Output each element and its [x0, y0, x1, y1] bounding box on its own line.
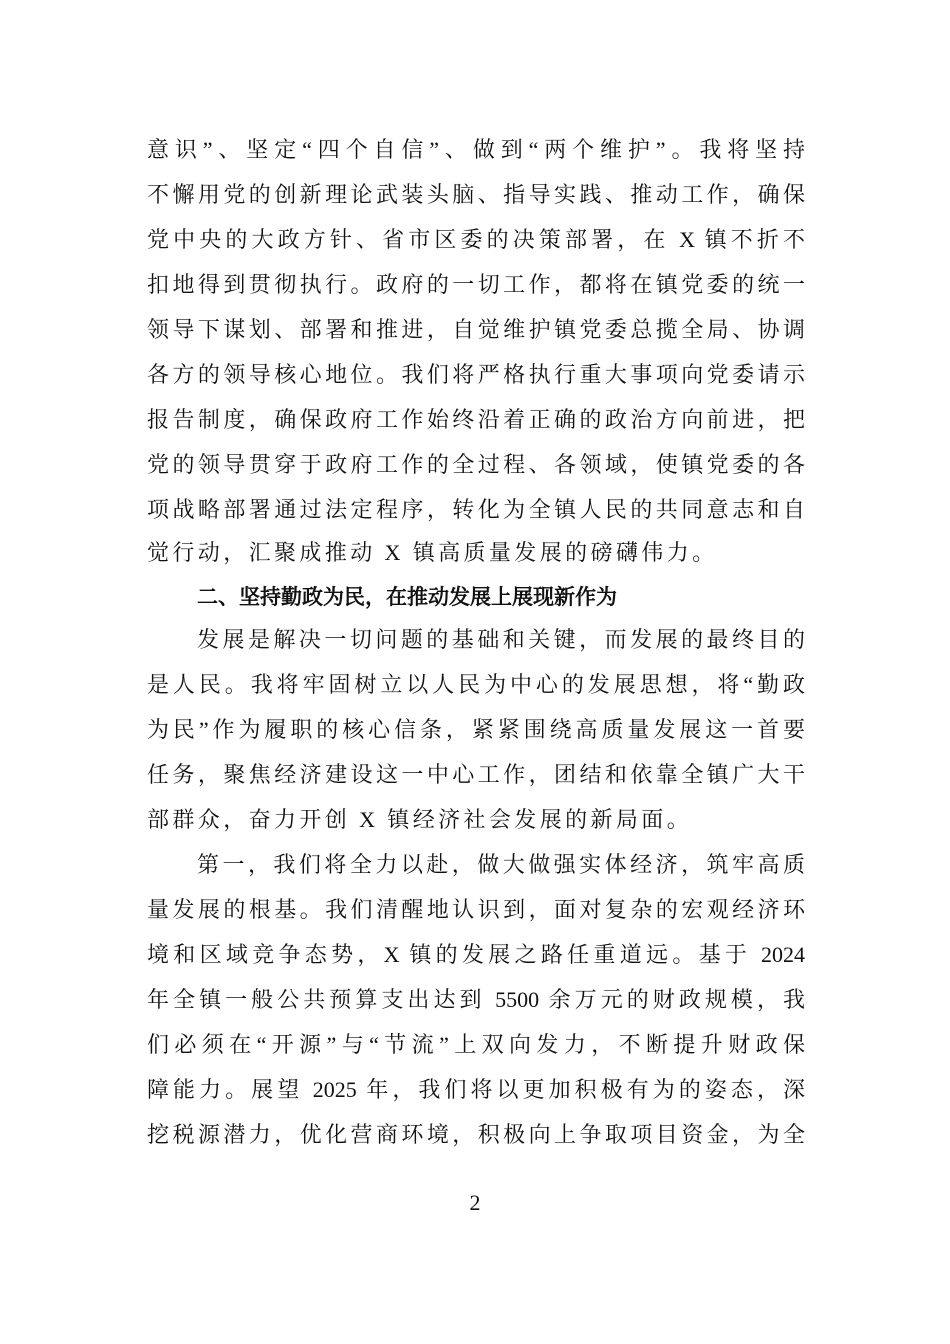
- text-line: 报告制度，确保政府工作始终沿着正确的政治方向前进，把: [147, 407, 805, 432]
- text-line: 障能力。展望 2025 年，我们将以更加积极有为的姿态，深: [147, 1077, 805, 1102]
- text-line: 量发展的根基。我们清醒地认识到，面对复杂的宏观经济环: [147, 897, 805, 922]
- text-line: 第一，我们将全力以赴，做大做强实体经济，筑牢高质: [197, 852, 805, 877]
- text-line: 挖税源潜力，优化营商环境，积极向上争取项目资金，为全: [147, 1122, 805, 1147]
- text-line: 各方的领导核心地位。我们将严格执行重大事项向党委请示: [147, 362, 805, 387]
- text-line: 不懈用党的创新理论武装头脑、指导实践、推动工作，确保: [147, 182, 805, 207]
- text-line: 是人民。我将牢固树立以人民为中心的发展思想，将“勤政: [147, 672, 805, 697]
- text-line: 觉行动，汇聚成推动 X 镇高质量发展的磅礴伟力。: [147, 540, 718, 565]
- section-heading: 二、坚持勤政为民，在推动发展上展现新作为: [197, 585, 617, 609]
- text-line: 们必须在“开源”与“节流”上双向发力，不断提升财政保: [147, 1032, 805, 1057]
- page-number: 2: [469, 1190, 481, 1215]
- text-line: 发展是解决一切问题的基础和关键，而发展的最终目的: [197, 627, 805, 652]
- text-line: 年全镇一般公共预算支出达到 5500 余万元的财政规模，我: [147, 987, 805, 1012]
- text-line: 领导下谋划、部署和推进，自觉维护镇党委总揽全局、协调: [147, 317, 805, 342]
- text-line: 部群众，奋力开创 X 镇经济社会发展的新局面。: [147, 807, 693, 832]
- text-line: 党中央的大政方针、省市区委的决策部署，在 X 镇不折不: [147, 227, 805, 252]
- text-line: 境和区域竞争态势，X 镇的发展之路任重道远。基于 2024: [147, 942, 805, 967]
- text-line: 项战略部署通过法定程序，转化为全镇人民的共同意志和自: [147, 497, 805, 522]
- text-line: 意识”、坚定“四个自信”、做到“两个维护”。我将坚持: [147, 137, 805, 162]
- text-line: 任务，聚焦经济建设这一中心工作，团结和依靠全镇广大干: [147, 762, 805, 787]
- text-line: 为民”作为履职的核心信条，紧紧围绕高质量发展这一首要: [147, 717, 805, 742]
- text-line: 扣地得到贯彻执行。政府的一切工作，都将在镇党委的统一: [147, 272, 805, 297]
- text-line: 党的领导贯穿于政府工作的全过程、各领域，使镇党委的各: [147, 452, 805, 477]
